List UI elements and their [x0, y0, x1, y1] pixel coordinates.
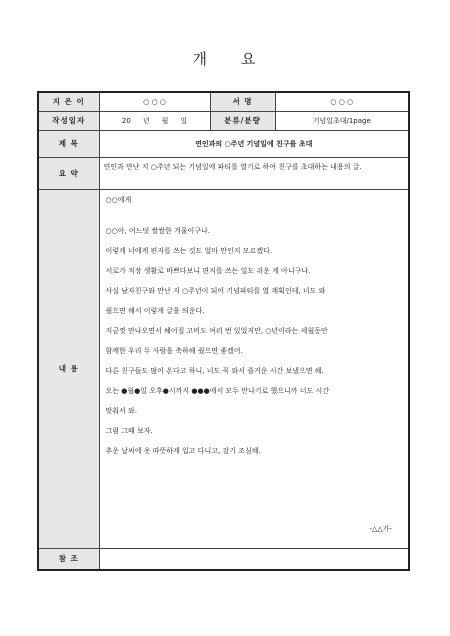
date-month-unit: 월 [161, 116, 169, 125]
page-title-char-1: 개 [192, 50, 209, 68]
date-year: 20 [121, 116, 131, 125]
title-label: 제 목 [38, 130, 99, 157]
reference-value [99, 548, 409, 570]
letter-greeting: ○○에게 [105, 195, 132, 204]
page-title-char-2: 요 [241, 50, 258, 68]
title-value: 연인과의 ○주년 기념일에 친구를 초대 [99, 130, 409, 157]
letter-line: 다른 친구들도 많이 온다고 하니, 너도 꼭 와서 즐거운 시간 보냈으면 해. [105, 366, 324, 375]
reference-row [38, 548, 409, 570]
letter-line: 서로가 직장 생활로 바쁘다보니 편지를 쓰는 일도 쉬운 게 아니구나. [105, 266, 311, 275]
letter-line: 맞춰서 와. [105, 406, 137, 415]
letter-line: 지금껏 만나오면서 헤어질 고비도 여러 번 있었지만, ○년이라는 세월동안 [105, 326, 328, 335]
writer-label: 지 은 이 [38, 92, 99, 111]
letter-line: ○○아, 어느덧 쌀쌀한 겨울이구나. [105, 226, 210, 235]
letter-body [99, 189, 409, 548]
name-label: 서 명 [210, 92, 275, 111]
letter-line: 줬으면 해서 이렇게 글을 띄운다. [105, 306, 205, 315]
letter-line: 사실 남자친구와 만난 지 ○주년이 되어 기념파티를 열 계획인데, 너도 와 [105, 286, 326, 295]
content-label: 내 용 [38, 189, 99, 548]
category-label: 분류/분량 [210, 111, 275, 130]
date-year-unit: 년 [142, 116, 150, 125]
category-value: 기념일초대/1page [275, 111, 409, 130]
date-day-unit: 일 [180, 116, 188, 125]
letter-line: 이렇게 너에게 편지를 쓰는 것도 얼마 만인지 모르겠다. [105, 246, 273, 255]
letter-line: 그럼 그때 보자. [105, 426, 153, 435]
content-row [38, 189, 409, 548]
summary-label: 요 약 [38, 157, 99, 189]
date-label: 작성일자 [38, 111, 99, 130]
letter-line: 함께한 우리 두 사람을 축하해 줬으면 좋겠어. [105, 346, 243, 355]
page-title [0, 48, 450, 69]
title-row [38, 130, 409, 157]
date-value [99, 111, 210, 130]
reference-label: 참 조 [38, 548, 99, 570]
letter-signature: -△△가- [369, 524, 392, 533]
writer-value: ○ ○ ○ [99, 92, 210, 111]
letter-line: 오는 ●월●일 오후●시까지 ●●●에서 모두 만나기로 했으니까 너도 시간 [105, 386, 329, 395]
letter-line: 추운 날씨에 옷 따뜻하게 입고 다니고, 감기 조심해. [105, 446, 261, 455]
writer-row [38, 92, 409, 111]
date-row [38, 111, 409, 130]
summary-value: 연인과 만난 지 ○주년 되는 기념일에 파티를 열기로 하여 친구를 초대하는 내용의 글. [99, 157, 409, 189]
summary-row [38, 157, 409, 189]
document-form-table [37, 91, 410, 571]
name-value: ○ ○ ○ [275, 92, 409, 111]
